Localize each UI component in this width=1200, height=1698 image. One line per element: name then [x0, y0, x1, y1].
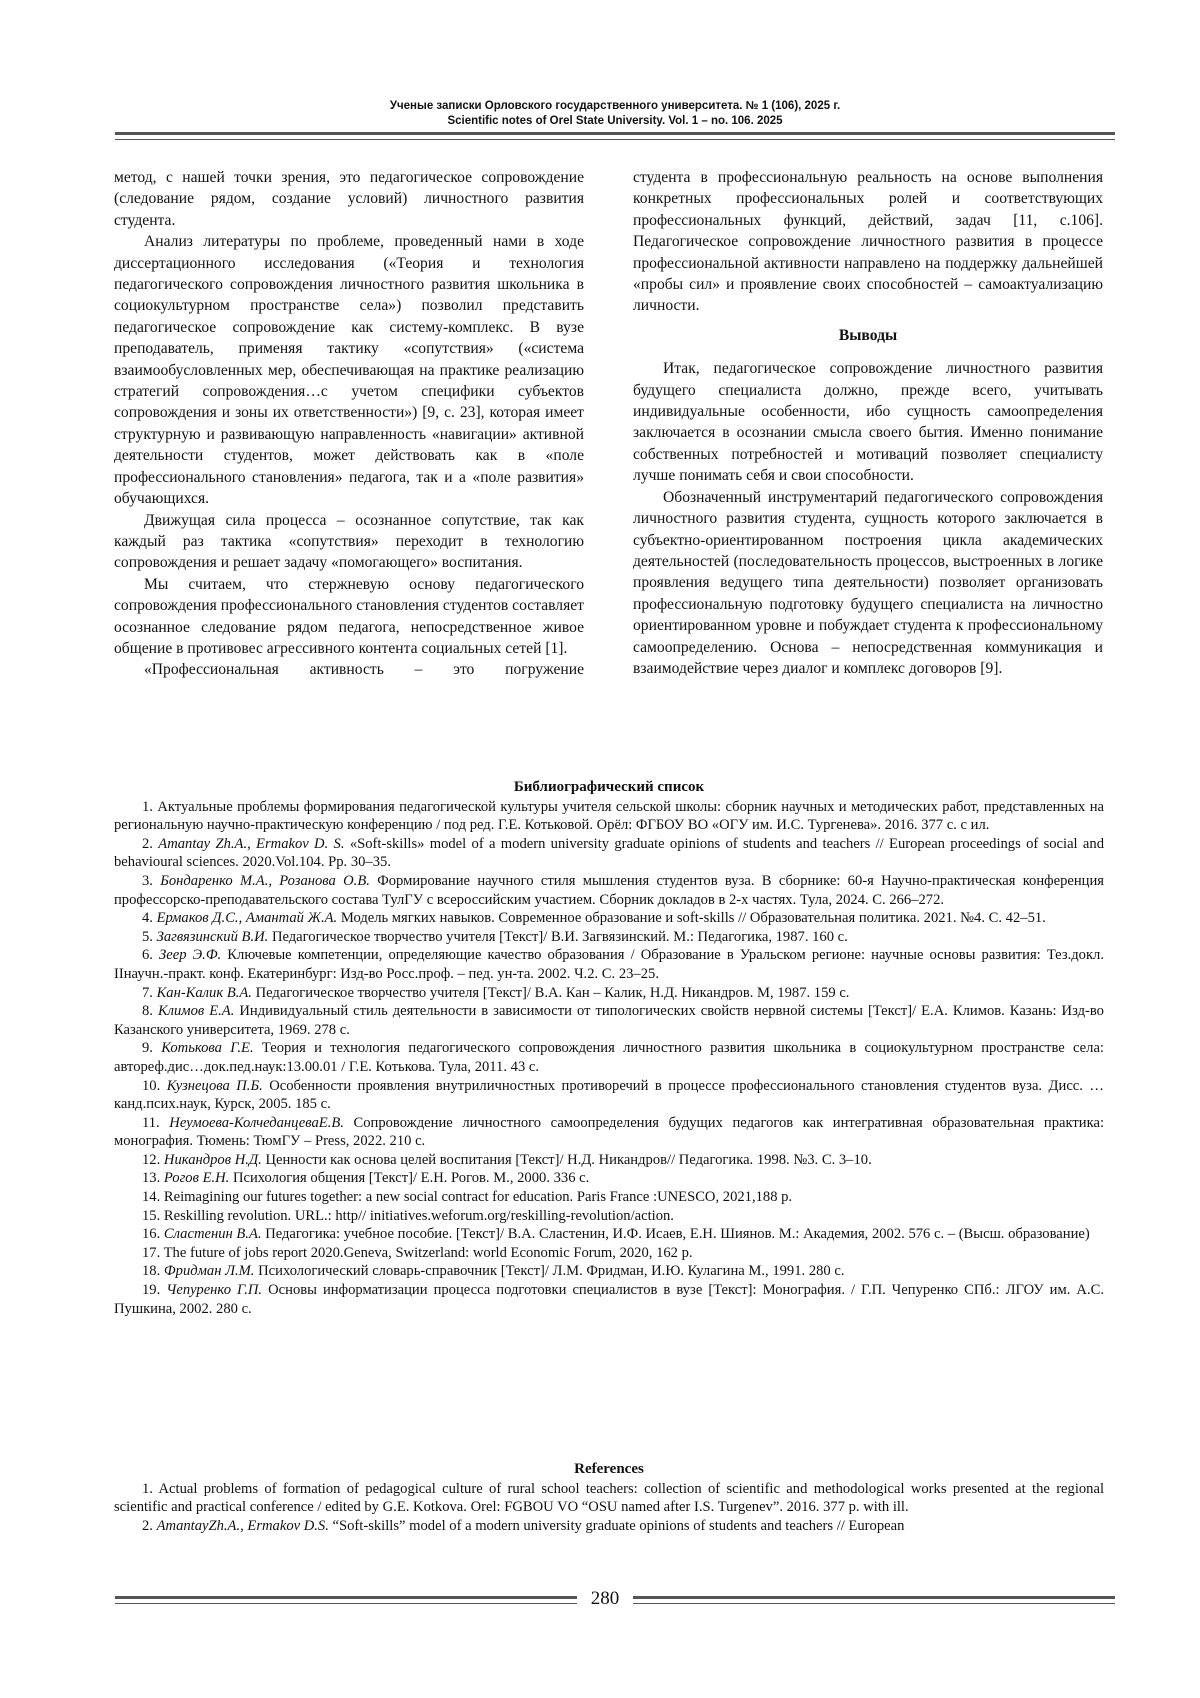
reference-author: AmantayZh.A., Ermakov D.S. [156, 1517, 329, 1534]
references [114, 1460, 1104, 1535]
reference-number: 5. [142, 928, 153, 945]
reference-number: 18. [142, 1263, 161, 1280]
reference-text: Формирование научного стиля мышления студентов вуза. В сборнике: 60-я Научно-практическая конференция профессорско-преподавательского состава ТулГУ с всероссийским участием. Сборник докладов в 2-х частях. Тула, 2024. С. 266–272. [114, 872, 1105, 908]
reference-text: Актуальные проблемы формирования педагогической культуры учителя сельской школы: сборник научных и методических работ, представленных на региональную научно-практическую конференцию / под ред. Г.Е. Котьковой. Орёл: ФГБОУ ВО «ОГУ им. И.С. Тургенева». 2016. 377 с. с ил. [114, 798, 1104, 834]
reference-number: 11. [142, 1114, 160, 1131]
reference-author: Бондаренко М.А., Розанова О.В. [160, 872, 370, 889]
reference-text: Педагогическое творчество учителя [Текст]/ В.И. Загвязинский. М.: Педагогика, 1987. 160 с. [271, 928, 848, 945]
reference-item [114, 1517, 1104, 1536]
reference-item [114, 909, 1104, 928]
reference-text: Reimagining our futures together: a new social contract for education. Paris France :UNESCO, 2021,188 p. [163, 1189, 793, 1206]
reference-text: «Soft-skills» model of a modern university graduate opinions of students and teachers // European proceedings of social and behavioural sciences. 2020.Vol.104. Pp. 30–35. [114, 835, 1104, 871]
reference-text: The future of jobs report 2020.Geneva, Switzerland: world Economic Forum, 2020, 162 p. [163, 1244, 693, 1261]
reference-author: Ермаков Д.С., Амантай Ж.А. [156, 910, 338, 927]
reference-item [114, 984, 1104, 1003]
reference-item [114, 1077, 1104, 1114]
reference-text: Психология общения [Текст]/ Е.Н. Рогов. М., 2000. 336 с. [232, 1170, 590, 1187]
reference-text: Особенности проявления внутриличностных противоречий в процессе профессионального становления студентов вуза. Дисс. …канд.псих.наук, Курск, 2005. 185 с. [114, 1077, 1104, 1113]
reference-number: 17. [142, 1244, 161, 1261]
references-title: References [574, 1461, 644, 1477]
reference-text: Reskilling revolution. URL.: http// initiatives.weforum.org/reskilling-revolution/action. [163, 1207, 674, 1224]
reference-author: Кузнецова П.Б. [166, 1077, 263, 1094]
reference-item [114, 798, 1104, 835]
bibliography [114, 778, 1104, 1318]
running-header [115, 99, 1115, 129]
reference-number: 6. [142, 947, 153, 964]
paragraph: «Профессиональная активность – это погружение [144, 661, 584, 679]
reference-item [114, 1039, 1104, 1076]
reference-number: 13. [142, 1170, 161, 1187]
reference-author: Загвязинский В.И. [156, 928, 269, 945]
reference-number: 1. [142, 1480, 153, 1497]
paragraph: Мы считаем, что стержневую основу педагогического сопровождения профессионального становления студентов составляет осознанное следование рядом педагога, непосредственное живое общение в противовес агрессивного контента социальных сетей [1]. [114, 575, 584, 657]
page-number: 280 [590, 1588, 620, 1609]
reference-number: 16. [142, 1226, 161, 1243]
reference-item [114, 1480, 1104, 1517]
bibliography-title: Библиографический список [513, 779, 705, 795]
reference-author: Неумоева-КолчеданцеваЕ.В. [169, 1114, 344, 1131]
footer-rule-left [115, 1596, 577, 1604]
reference-author: Зеер Э.Ф. [159, 947, 222, 964]
header-line-ru: Ученые записки Орловского государственного университета. № 1 (106), 2025 г. [389, 100, 841, 112]
reference-item [114, 1188, 1104, 1207]
reference-item [114, 835, 1104, 872]
reference-author: Кан-Калик В.А. [156, 984, 252, 1001]
reference-text: Ценности как основа целей воспитания [Текст]/ Н.Д. Никандров// Педагогика. 1998. №3. С. 3–10. [265, 1151, 872, 1168]
reference-text: Теория и технология педагогического сопровождения личностного развития школьника в социокультурном пространстве села: автореф.дис…док.пед.наук:13.00.01 / Г.Е. Котькова. Тула, 2011. 43 с. [114, 1040, 1104, 1075]
reference-author: Чепуренко Г.П. [166, 1282, 263, 1299]
paragraph: Обозначенный инструментарий педагогического сопровождения личностного развития студента, сущность которого заключается в субъектно-ориентированном построения цикла академических деятельностей (последовательность процессов, выстроенных в логике проявления ведущего типа деятельности) позволяет организовать профессиональную подготовку будущего специалиста на личностно ориентированном уровне и побуждает студента к профессиональному самоопределению. Основа – непосредственная коммуникация и взаимодействие через диалог и комплекс договоров [9]. [633, 488, 1103, 677]
reference-text: Педагогическое творчество учителя [Текст]/ В.А. Кан – Калик, Н.Д. Никандров. М, 1987. 159 с. [255, 984, 850, 1001]
paragraph: метод, с нашей точки зрения, это педагогическое сопровождение (следование рядом, создание условий) личностного развития студента. [114, 169, 584, 229]
reference-item [114, 1262, 1104, 1281]
reference-item [114, 1002, 1104, 1039]
paragraph: Итак, педагогическое сопровождение личностного развития будущего специалиста должно, прежде всего, учитывать индивидуальные особенности, ибо сущность самоопределения заключается в осознании смысла своего бытия. Именно понимание собственных потребностей и мотиваций позволяет специалисту лучше понимать себя и свои способности. [633, 360, 1103, 485]
reference-number: 2. [142, 835, 153, 852]
reference-number: 8. [142, 1003, 153, 1020]
reference-text: “Soft-skills” model of a modern university graduate opinions of students and teachers // European [332, 1517, 905, 1534]
reference-number: 15. [142, 1207, 161, 1224]
bibliography-list [114, 798, 1104, 1319]
reference-text: Основы информатизации процесса подготовки специалистов в вузе [Текст]: Монография. / Г.П. Чепуренко СПб.: ЛГОУ им. А.С. Пушкина, 2002. 280 с. [114, 1282, 1104, 1317]
header-line-en: Scientific notes of Orel State University. Vol. 1 – no. 106. 2025 [447, 115, 783, 127]
reference-number: 14. [142, 1189, 161, 1206]
reference-number: 1. [142, 798, 153, 815]
reference-item [114, 1169, 1104, 1188]
reference-text: Педагогика: учебное пособие. [Текст]/ В.А. Сластенин, И.Ф. Исаев, Е.Н. Шиянов. М.: Академия, 2002. 576 с. – (Высш. образование) [265, 1226, 1090, 1243]
reference-number: 19. [142, 1282, 161, 1299]
right-column [633, 167, 1103, 679]
references-list [114, 1480, 1104, 1536]
reference-number: 2. [142, 1517, 153, 1534]
reference-item [114, 1225, 1104, 1244]
reference-item [114, 1151, 1104, 1170]
reference-item [114, 1244, 1104, 1263]
reference-author: Сластенин В.А. [163, 1226, 262, 1243]
reference-text: Индивидуальный стиль деятельности в зависимости от типологических свойств нервной системы [Текст]/ Е.А. Климов. Казань: Изд-во Казанского университета, 1969. 278 с. [114, 1003, 1104, 1038]
reference-number: 9. [142, 1040, 153, 1057]
section-heading-conclusions: Выводы [838, 326, 898, 344]
reference-text: Ключевые компетенции, определяющие качество образования / Образование в Уральском регионе: научные основы развития: Тез.докл. IIнаучн.-практ. конф. Екатеринбург: Изд-во Росс.проф. – пед. ун-та. 2002. Ч.2. С. 23–25. [114, 947, 1104, 982]
reference-author: Amantay Zh.A., Ermakov D. S. [158, 835, 345, 852]
reference-author: Рогов Е.Н. [163, 1170, 230, 1187]
paragraph: студента в профессиональную реальность на основе выполнения конкретных профессиональных ролей и соответствующих профессиональных функций, действий, задач [11, с.106]. Педагогическое сопровождение личностного развития в процессе профессиональной активности направлено на поддержку дальнейшей «пробы сил» и проявление своих способностей – самоактуализацию личности. [633, 169, 1103, 315]
reference-item [114, 1114, 1104, 1151]
reference-text: Психологический словарь-справочник [Текст]/ Л.М. Фридман, И.Ю. Кулагина М., 1991. 280 с. [258, 1263, 845, 1280]
reference-author: Котькова Г.Е. [161, 1040, 254, 1057]
reference-author: Климов Е.А. [157, 1003, 235, 1020]
reference-text: Сопровождение личностного самоопределения будущих педагогов как интегративная образовательная практика: монография. Тюмень: ТюмГУ – Press, 2022. 210 с. [114, 1114, 1104, 1150]
reference-item [114, 1207, 1104, 1226]
paragraph: Анализ литературы по проблеме, проведенный нами в ходе диссертационного исследования («Теория и технология педагогического сопровождения личностного развития школьника в социокультурном пространстве села») позволил представить педагогическое сопровождение как систему-комплекс. В вузе преподаватель, применяя тактику «сопутствия» («система взаимообусловленных мер, обеспечивающая на практике реализацию стратегий сопровождения…с учетом специфики субъектов сопровождения и зоны их ответственности») [9, с. 23], которая имеет структурную и развивающую направленность «навигации» активной деятельности студентов, может действовать как в «поле профессионального становления» педагога, так и а «поле развития» обучающихся. [114, 233, 584, 508]
left-column [114, 167, 584, 681]
reference-text: Actual problems of formation of pedagogical culture of rural school teachers: collection of scientific and methodological works presented at the regional scientific and practical conference / edited by G.E. Kotkova. Orel: FGBOU VO “OSU named after I.S. Turgenev”. 2016. 377 p. with ill. [114, 1480, 1105, 1516]
paragraph: Движущая сила процесса – осознанное сопутствие, так как каждый раз тактика «сопутствия» переходит в технологию сопровождения и решает задачу «помогающего» воспитания. [114, 511, 584, 572]
reference-item [114, 928, 1104, 947]
reference-number: 12. [142, 1151, 161, 1168]
reference-item [114, 946, 1104, 983]
reference-text: Модель мягких навыков. Современное образование и soft-skills // Образовательная политика. 2021. №4. С. 42–51. [340, 910, 1046, 927]
reference-author: Фридман Л.М. [163, 1263, 255, 1280]
reference-item [114, 1281, 1104, 1318]
reference-number: 3. [142, 872, 153, 889]
reference-item [114, 872, 1104, 909]
reference-author: Никандров Н.Д. [163, 1151, 262, 1168]
footer-rule-right [633, 1596, 1115, 1604]
reference-number: 7. [142, 984, 153, 1001]
header-rule [115, 132, 1115, 140]
reference-number: 10. [142, 1077, 161, 1094]
reference-number: 4. [142, 910, 153, 927]
